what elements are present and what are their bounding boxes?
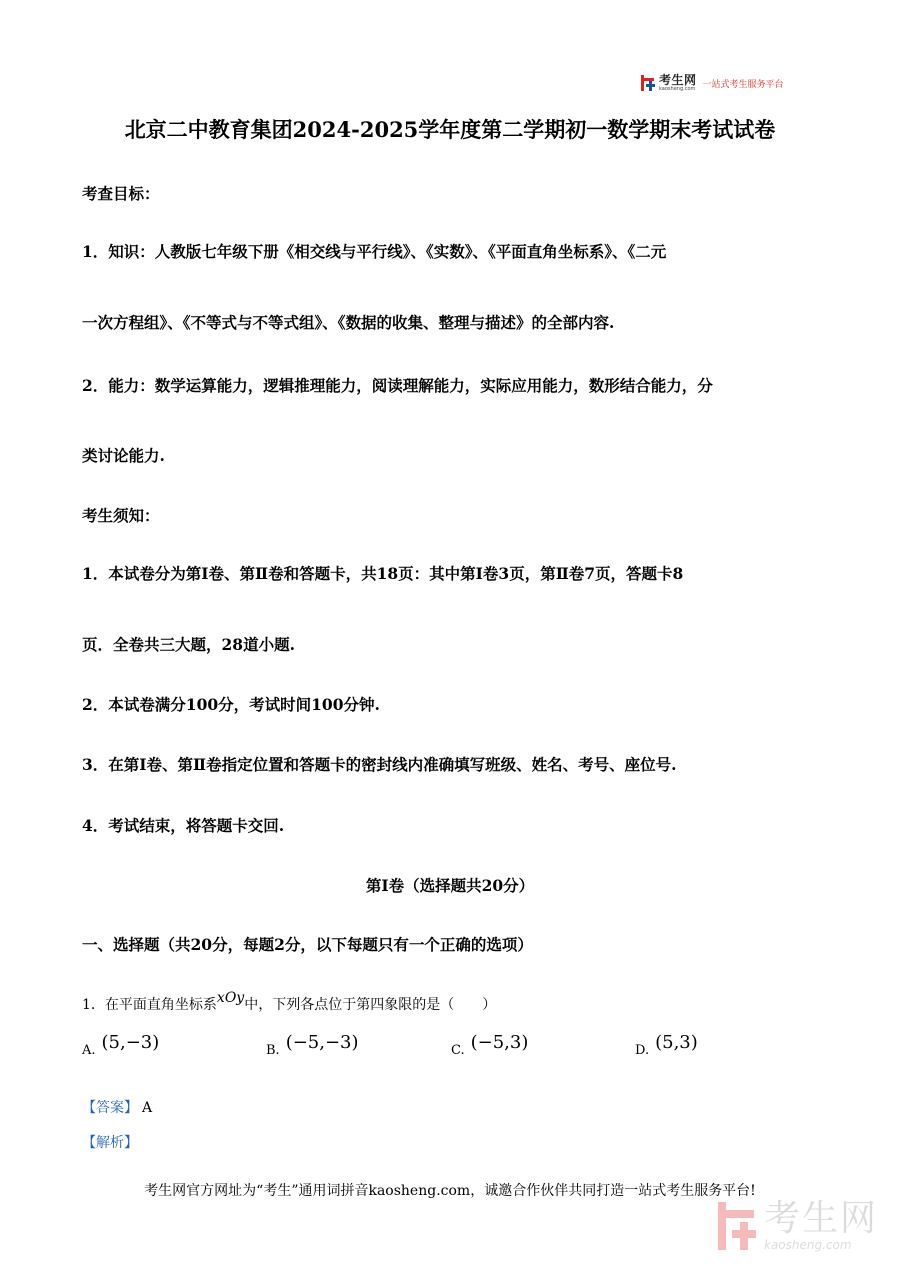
answer-line [82,1097,152,1117]
question-1-stem [82,990,497,1014]
logo-name: 考生网 [659,73,697,87]
analysis-tag: 【解析】 [82,1135,138,1151]
notice-item-1-line-2: 页．全卷共三大题，28道小题. [82,635,295,654]
kaosheng-logo-icon [640,74,656,92]
option-b-value: (−5,−3) [285,1032,359,1053]
section-1-title: 一、选择题（共20分，每题2分，以下每题只有一个正确的选项） [82,935,533,954]
logo-domain: kaosheng.com [659,86,696,92]
notice-heading: 考生须知： [82,506,160,525]
option-b-label: B. [266,1043,280,1058]
option-d-label: D. [635,1043,650,1058]
question-1-prefix: 1．在平面直角坐标系 [82,997,217,1013]
objective-1-line-2: 一次方程组》、《不等式与不等式组》、《数据的收集、整理与描述》的全部内容. [82,313,615,332]
option-a-value: (5,−3) [101,1032,160,1053]
objective-2-line-2: 类讨论能力. [82,446,165,465]
logo-slogan: 一站式考生服务平台 [702,79,784,90]
option-a-label: A. [82,1043,96,1058]
option-d-value: (5,3) [655,1032,698,1053]
watermark [716,1200,878,1252]
answer-tag: 【答案】 [82,1100,138,1116]
question-1-suffix: 中，下列各点位于第四象限的是（ ） [244,997,497,1013]
answer-value: A [142,1100,153,1116]
objectives-heading: 考查目标： [82,184,160,203]
option-d [635,1032,698,1058]
watermark-name: 考生网 [764,1198,879,1239]
watermark-domain: kaosheng.com [764,1238,852,1252]
notice-item-1-line-1: 1．本试卷分为第Ⅰ卷、第Ⅱ卷和答题卡，共18页：其中第Ⅰ卷3页，第Ⅱ卷7页，答题卡8 [82,564,684,583]
option-c-value: (−5,3) [470,1032,529,1053]
objective-2-line-1: 2．能力：数学运算能力，逻辑推理能力，阅读理解能力，实际应用能力，数形结合能力，分 [82,376,713,395]
option-c [451,1032,529,1058]
notice-item-2: 2．本试卷满分100分，考试时间100分钟. [82,695,380,714]
notice-item-3: 3．在第Ⅰ卷、第Ⅱ卷指定位置和答题卡的密封线内准确填写班级、姓名、考号、座位号. [82,755,677,774]
part-1-title: 第Ⅰ卷（选择题共20分） [365,876,535,895]
option-a [82,1032,160,1058]
question-1-math: xOy [216,990,245,1006]
footer-text: 考生网官方网址为“考生”通用词拼音kaosheng.com，诚邀合作伙伴共同打造一站式考生服务平台! [144,1183,756,1199]
option-b [266,1032,359,1058]
document-title: 北京二中教育集团2024-2025学年度第二学期初一数学期末考试试卷 [124,117,776,142]
header-logo [640,72,784,94]
notice-item-4: 4．考试结束，将答题卡交回. [82,816,285,835]
objective-1-line-1: 1．知识：人教版七年级下册《相交线与平行线》、《实数》、《平面直角坐标系》、《二元 [82,242,667,261]
watermark-logo-icon [716,1200,758,1252]
option-c-label: C. [451,1043,465,1058]
